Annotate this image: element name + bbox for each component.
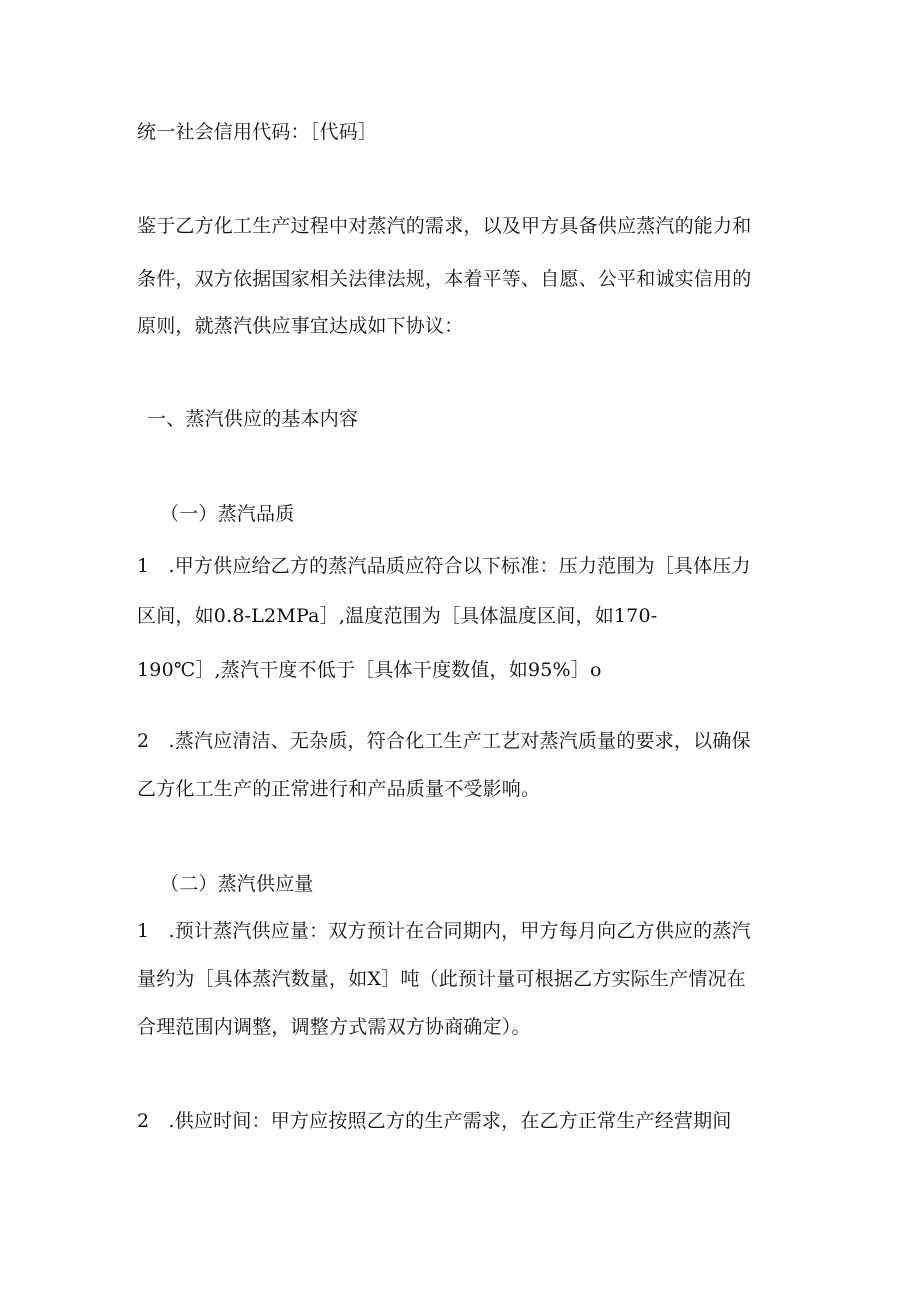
supply-item-1-line-3: 合理范围内调整，调整方式需双方协商确定）。 — [137, 1016, 531, 1038]
section-1-title: 一、蒸汽供应的基本内容 — [147, 408, 359, 430]
quality-item-1-line-3: 190℃］,蒸汽干度不低于［具体干度数值，如95%］o — [137, 659, 602, 681]
subsection-1-title: （一）蒸汽品质 — [160, 503, 295, 525]
preamble-line-3: 原则，就蒸汽供应事宜达成如下协议： — [137, 315, 464, 337]
supply-item-2-line-1: 2 .供应时间：甲方应按照乙方的生产需求，在乙方正常生产经营期间 — [137, 1110, 732, 1132]
preamble-line-1: 鉴于乙方化工生产过程中对蒸汽的需求，以及甲方具备供应蒸汽的能力和 — [137, 215, 752, 237]
subsection-2-title: （二）蒸汽供应量 — [160, 873, 314, 895]
quality-item-1-line-1: 1 .甲方供应给乙方的蒸汽品质应符合以下标准：压力范围为［具体压力 — [137, 555, 751, 577]
quality-item-2-line-1: 2 .蒸汽应清洁、无杂质，符合化工生产工艺对蒸汽质量的要求，以确保 — [137, 730, 751, 752]
quality-item-1-line-2: 区间，如0.8-L2MPa］,温度范围为［具体温度区间，如170- — [137, 605, 658, 627]
quality-item-2-line-2: 乙方化工生产的正常进行和产品质量不受影响。 — [137, 778, 541, 800]
preamble-line-2: 条件，双方依据国家相关法律法规，本着平等、自愿、公平和诚实信用的 — [137, 268, 752, 290]
supply-item-1-line-2: 量约为［具体蒸汽数量，如X］吨（此预计量可根据乙方实际生产情况在 — [137, 968, 746, 990]
supply-item-1-line-1: 1 .预计蒸汽供应量：双方预计在合同期内，甲方每月向乙方供应的蒸汽 — [137, 920, 751, 942]
credit-code-line: 统一社会信用代码：［代码］ — [137, 121, 378, 143]
